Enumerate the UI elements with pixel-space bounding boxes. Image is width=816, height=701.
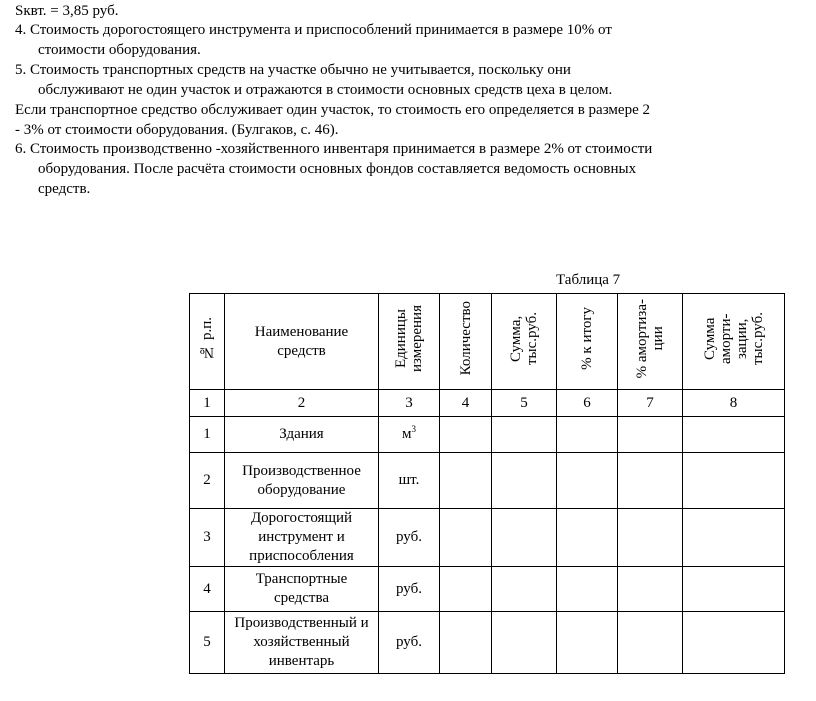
text-line-7: - 3% от стоимости оборудования. (Булгаков, с. 46). bbox=[15, 122, 339, 138]
table-row bbox=[190, 417, 785, 453]
cell-amort-sum bbox=[683, 612, 785, 674]
cell-pct bbox=[557, 612, 618, 674]
row-name: Здания bbox=[225, 417, 379, 453]
cell-sum bbox=[492, 567, 557, 612]
cell-amort-sum bbox=[683, 567, 785, 612]
cell-pct bbox=[557, 509, 618, 567]
header-amort-pct: % амортиза- ции bbox=[618, 294, 683, 390]
cell-sum bbox=[492, 417, 557, 453]
header-sum: Сумма, тыс.руб. bbox=[492, 294, 557, 390]
row-name: Дорогостоящий инструмент и приспособления bbox=[225, 509, 379, 567]
row-unit: $м^3$ bbox=[379, 417, 440, 453]
col-number: 8 bbox=[683, 390, 785, 417]
row-name: Транспортные средства bbox=[225, 567, 379, 612]
header-pct: % к итогу bbox=[557, 294, 618, 390]
header-row bbox=[190, 294, 785, 390]
table-row bbox=[190, 453, 785, 509]
row-unit: руб. bbox=[379, 567, 440, 612]
text-line-6: Если транспортное средство обслуживает один участок, то стоимость его определяется в размере 2 bbox=[15, 102, 650, 118]
header-num: № р.п. bbox=[190, 294, 225, 390]
cell-amort-sum bbox=[683, 453, 785, 509]
row-number: 4 bbox=[190, 567, 225, 612]
cell-pct bbox=[557, 453, 618, 509]
col-number: 7 bbox=[618, 390, 683, 417]
text-line-3: стоимости оборудования. bbox=[38, 42, 201, 58]
row-unit: руб. bbox=[379, 509, 440, 567]
text-line-1: Sквт. = 3,85 руб. bbox=[15, 3, 119, 19]
row-name: Производственное оборудование bbox=[225, 453, 379, 509]
table-caption: Таблица 7 bbox=[556, 272, 621, 288]
cell-amort-pct bbox=[618, 417, 683, 453]
table-row bbox=[190, 567, 785, 612]
table-row bbox=[190, 612, 785, 674]
text-line-5: обслуживают не один участок и отражаются в стоимости основных средств цеха в целом. bbox=[38, 82, 613, 98]
cell-qty bbox=[440, 612, 492, 674]
cell-amort-pct bbox=[618, 612, 683, 674]
cell-amort-sum bbox=[683, 509, 785, 567]
col-number: 6 bbox=[557, 390, 618, 417]
text-line-10: средств. bbox=[38, 181, 91, 197]
fixed-assets-table bbox=[189, 293, 785, 674]
header-amort-sum: Сумма аморти- зации, тыс.руб. bbox=[683, 294, 785, 390]
row-number: 5 bbox=[190, 612, 225, 674]
cell-sum bbox=[492, 509, 557, 567]
column-number-row bbox=[190, 390, 785, 417]
table-row bbox=[190, 509, 785, 567]
row-unit: шт. bbox=[379, 453, 440, 509]
col-number: 4 bbox=[440, 390, 492, 417]
col-number: 3 bbox=[379, 390, 440, 417]
cell-qty bbox=[440, 567, 492, 612]
cell-amort-sum bbox=[683, 417, 785, 453]
cell-amort-pct bbox=[618, 509, 683, 567]
row-name: Производственный и хозяйственный инвентарь bbox=[225, 612, 379, 674]
col-number: 1 bbox=[190, 390, 225, 417]
cell-amort-pct bbox=[618, 453, 683, 509]
cell-pct bbox=[557, 567, 618, 612]
cell-qty bbox=[440, 453, 492, 509]
text-line-2: 4. Стоимость дорогостоящего инструмента и приспособлений принимается в размере 10% от bbox=[15, 22, 612, 38]
row-number: 3 bbox=[190, 509, 225, 567]
cell-qty bbox=[440, 509, 492, 567]
row-number: 1 bbox=[190, 417, 225, 453]
header-qty: Количество bbox=[440, 294, 492, 390]
cell-qty bbox=[440, 417, 492, 453]
row-unit: руб. bbox=[379, 612, 440, 674]
header-name: Наименование средств bbox=[225, 294, 379, 390]
text-line-8: 6. Стоимость производственно -хозяйственного инвентаря принимается в размере 2% от стоимости bbox=[15, 141, 653, 157]
text-line-4: 5. Стоимость транспортных средств на участке обычно не учитывается, поскольку они bbox=[15, 62, 571, 78]
cell-sum bbox=[492, 612, 557, 674]
cell-amort-pct bbox=[618, 567, 683, 612]
text-line-9: оборудования. После расчёта стоимости основных фондов составляется ведомость основных bbox=[38, 161, 637, 177]
col-number: 2 bbox=[225, 390, 379, 417]
cell-pct bbox=[557, 417, 618, 453]
col-number: 5 bbox=[492, 390, 557, 417]
header-unit: Единицы измерения bbox=[379, 294, 440, 390]
row-number: 2 bbox=[190, 453, 225, 509]
cell-sum bbox=[492, 453, 557, 509]
